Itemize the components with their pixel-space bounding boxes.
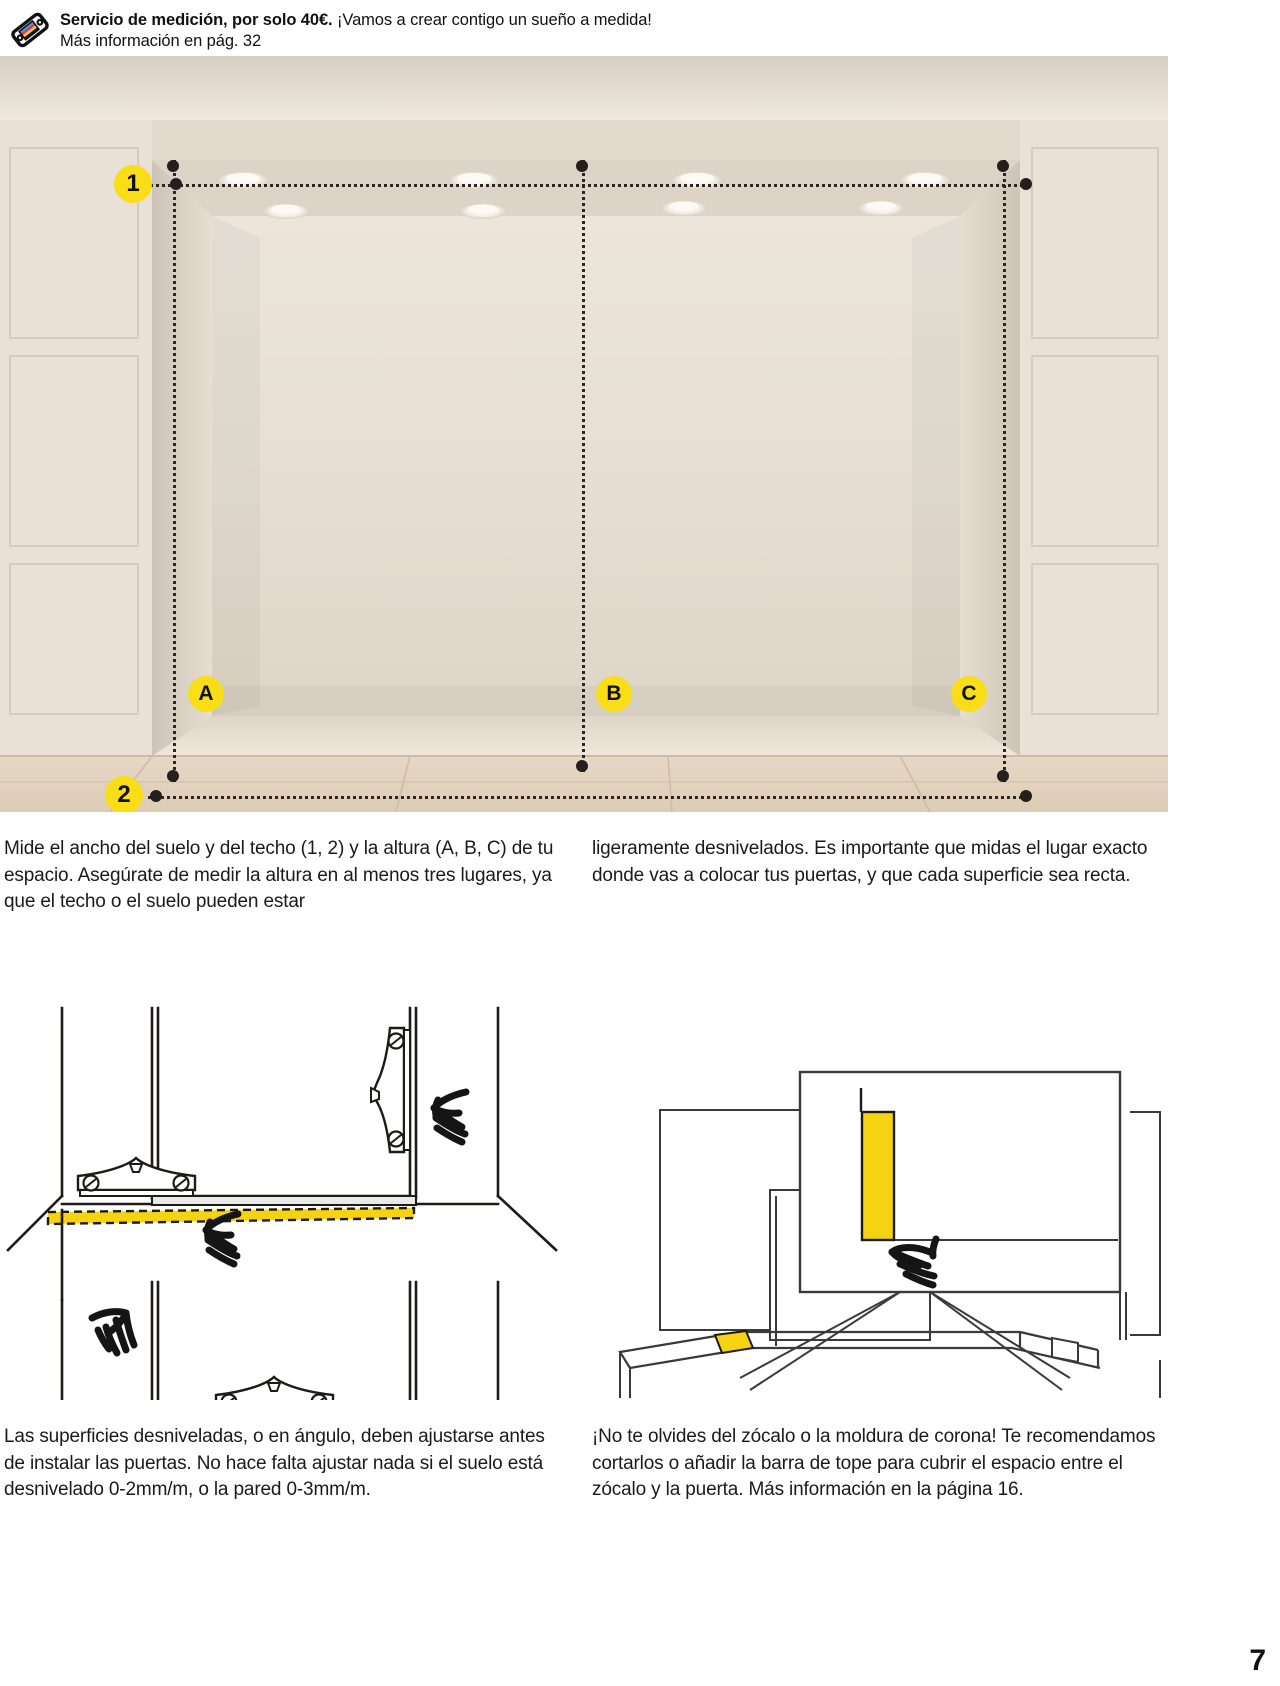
banner-text-block xyxy=(60,8,652,52)
measure-point-a-bottom xyxy=(167,770,179,782)
badge-1: 1 xyxy=(114,165,152,203)
spirit-level-diagram xyxy=(0,1000,570,1400)
pointing-hand-icon xyxy=(92,1312,134,1353)
spirit-level-vertical-icon xyxy=(371,1028,410,1152)
spirit-level-svg xyxy=(0,1000,570,1400)
measuring-tape-icon xyxy=(8,8,52,52)
paragraph-level-right: ¡No te olvides del zócalo o la moldura de corona! Te recomendamos cortarlos o añadir la barra de tope para cubrir el espacio entre el zócalo y la puerta. Más información en la página 16. xyxy=(592,1426,1156,1500)
banner-headline-bold: Servicio de medición, por solo 40€. xyxy=(60,11,333,29)
badge-b: B xyxy=(596,676,632,712)
measure-point-c-top xyxy=(997,160,1009,172)
measuring-service-banner xyxy=(0,0,1280,52)
measure-point-b-top xyxy=(576,160,588,172)
alcove-measurement-photo xyxy=(0,56,1168,812)
measure-line-height-a xyxy=(173,160,176,782)
plinth-filler-diagram xyxy=(600,1000,1180,1400)
measure-line-ceiling-width xyxy=(133,184,1029,187)
pointing-hand-icon xyxy=(206,1214,238,1264)
measure-line-height-b xyxy=(582,160,585,772)
paragraph-measure-left: Mide el ancho del suelo y del techo (1, 2) y la altura (A, B, C) de tu espacio. Asegúrate de medir la altura en al menos tres lugares, ya que el techo o el suelo pueden estar xyxy=(4,838,554,912)
banner-subline: Más información en pág. 32 xyxy=(60,32,262,50)
page-number: 7 xyxy=(1249,1644,1266,1677)
banner-headline-rest: ¡Vamos a crear contigo un sueño a medida! xyxy=(332,11,652,29)
pointing-hand-icon xyxy=(434,1092,466,1142)
plinth-filler-svg xyxy=(600,1000,1180,1400)
yellow-plinth-segment xyxy=(715,1331,753,1353)
paragraph-level-left: Las superficies desniveladas, o en ángulo, deben ajustarse antes de instalar las puertas. No hace falta ajustar nada si el suelo está desnivelado 0-2mm/m, o la pared 0-3mm/m. xyxy=(4,1426,545,1500)
measure-point-floor-left xyxy=(150,790,162,802)
paragraph-measure-right: ligeramente desnivelados. Es importante que midas el lugar exacto donde vas a colocar tus puertas, y que cada superficie sea recta. xyxy=(592,838,1148,886)
measure-line-floor-width xyxy=(148,796,1030,799)
wardrobe-door-outline xyxy=(800,1072,1120,1292)
measure-point-b-bottom xyxy=(576,760,588,772)
badge-2: 2 xyxy=(105,776,143,812)
spirit-level-icon xyxy=(216,1377,333,1400)
badge-c: C xyxy=(951,676,987,712)
spirit-level-icon xyxy=(78,1158,195,1196)
measure-point-ceiling-left xyxy=(170,178,182,190)
measure-point-floor-right xyxy=(1020,790,1032,802)
measure-point-c-bottom xyxy=(997,770,1009,782)
yellow-filler-strip xyxy=(862,1112,894,1240)
measure-line-height-c xyxy=(1003,160,1006,782)
measure-point-a-top xyxy=(167,160,179,172)
banner-headline xyxy=(60,10,652,31)
badge-a: A xyxy=(188,676,224,712)
measure-point-ceiling-right xyxy=(1020,178,1032,190)
